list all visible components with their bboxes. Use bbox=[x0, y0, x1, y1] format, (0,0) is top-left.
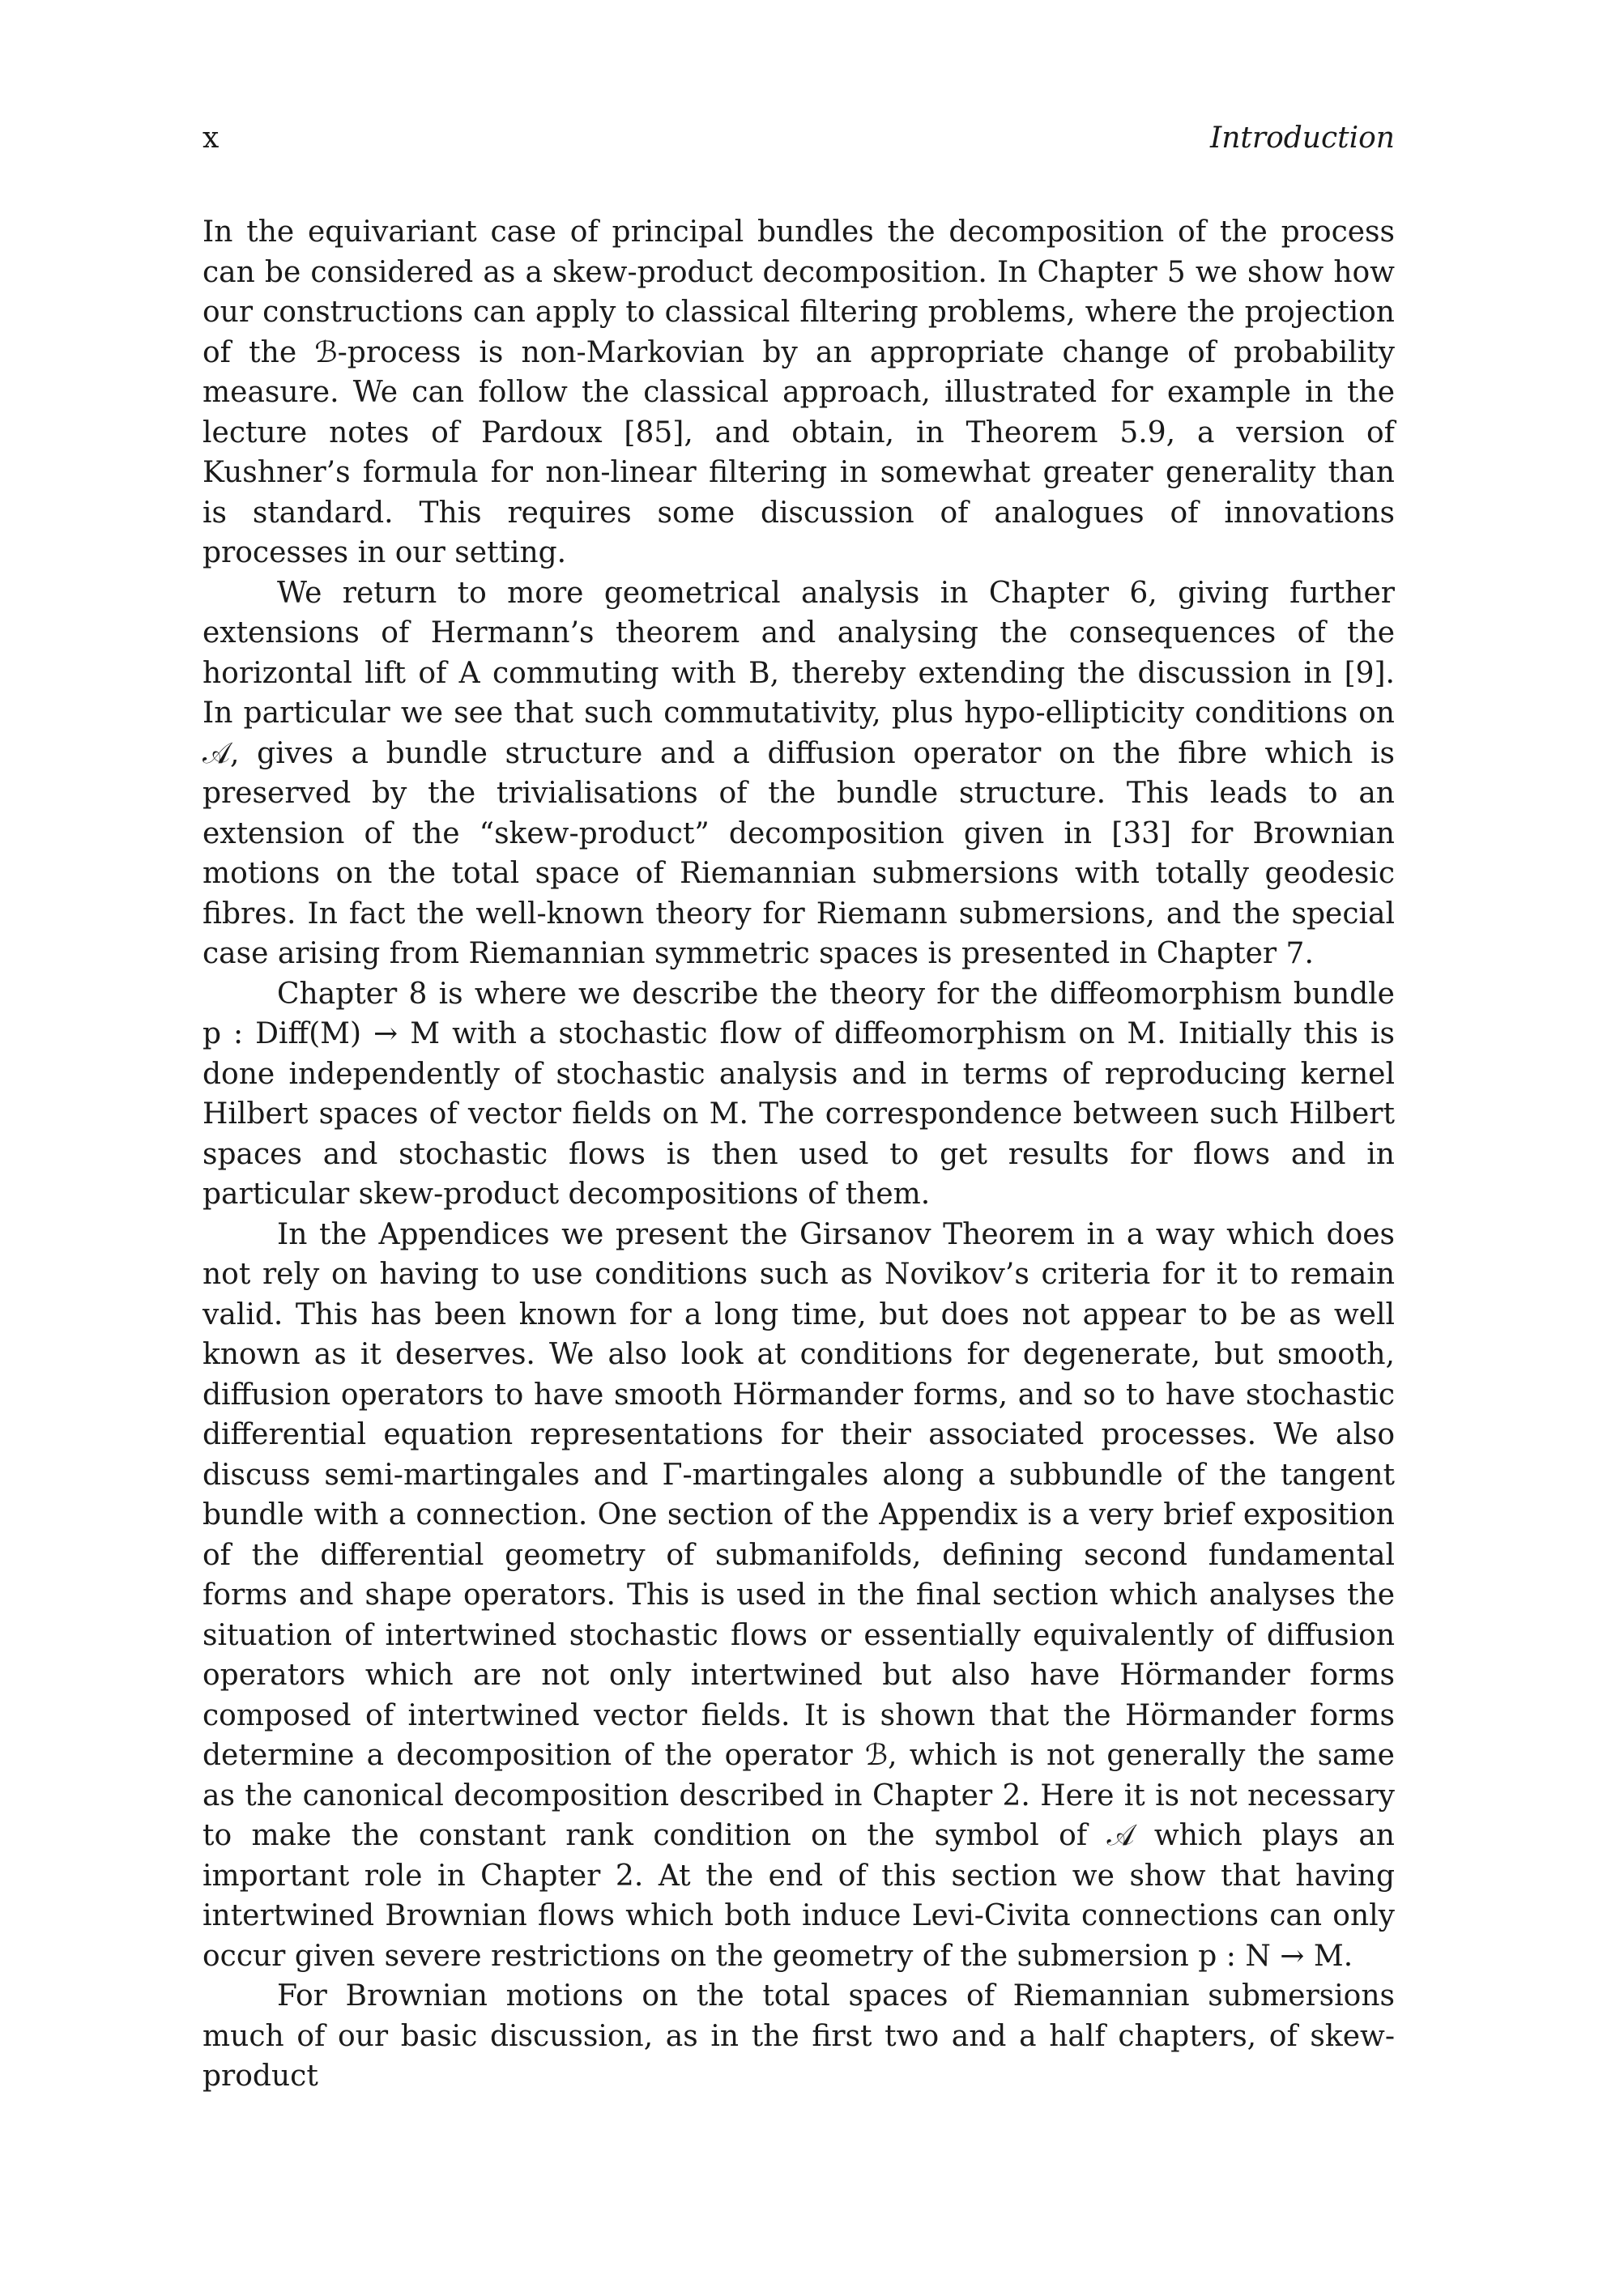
paragraph-diffeomorphism-bundle: Chapter 8 is where we describe the theory for the diffeomorphism bundle p : Diff(M) → M with a stochastic flow of diffeomorphism on M. Initially this is done independently of stochastic analysis and in terms of reproducing kernel Hilbert spaces of vector fields on M. The correspondence between such Hilbert spaces and stochastic flows is then used to get results for flows and in particular skew-product decompositions of them. bbox=[202, 977, 1395, 1211]
chapter-title: Introduction bbox=[1210, 121, 1395, 155]
page-number: x bbox=[202, 121, 220, 155]
paragraph-appendices: In the Appendices we present the Girsanov Theorem in a way which does not rely on having to use conditions such as Novikov’s criteria for it to remain valid. This has been known for a long time, but does not appear to be as well known as it deserves. We also look at conditions for degenerate, but smooth, diffusion operators to have smooth Hörmander forms, and so to have stochastic differential equation representations for their associated processes. We also discuss semi-martingales and Γ-martingales along a subbundle of the tangent bundle with a connection. One section of the Appendix is a very brief exposition of the differential geometry of submanifolds, defining second fundamental forms and shape operators. This is used in the final section which analyses the situation of intertwined stochastic flows or essentially equivalently of diffusion operators which are not only intertwined but also have Hörmander forms composed of intertwined vector fields. It is shown that the Hörmander forms determine a decomposition of the operator ℬ, which is not generally the same as the canonical decomposition described in Chapter 2. Here it is not necessary to make the constant rank condition on the symbol of 𝒜 which plays an important role in Chapter 2. At the end of this section we show that having intertwined Brownian flows which both induce Levi-Civita connections can only occur given severe restrictions on the geometry of the submersion p : N → M. bbox=[202, 1217, 1395, 1973]
paragraph-filtering: In the equivariant case of principal bundles the decomposition of the process can be considered as a skew-product decomposition. In Chapter 5 we show how our constructions can apply to classical filtering problems, where the projection of the ℬ-process is non-Markovian by an appropriate change of probability measure. We can follow the classical approach, illustrated for example in the lecture notes of Pardoux [85], and obtain, in Theorem 5.9, a version of Kushner’s formula for non-linear filtering in somewhat greater generality than is standard. This requires some discussion of analogues of innovations processes in our setting. bbox=[202, 215, 1395, 569]
document-page bbox=[202, 0, 1395, 2296]
running-head bbox=[202, 118, 1395, 159]
paragraph-brownian-motions: For Brownian motions on the total spaces of Riemannian submersions much of our basic discussion, as in the first two and a half chapters, of skew-product bbox=[202, 1979, 1395, 2093]
paragraph-geometrical-analysis: We return to more geometrical analysis in Chapter 6, giving further extensions of Hermann’s theorem and analysing the consequences of the horizontal lift of A commuting with B, thereby extending the discussion in [9]. In particular we see that such commutativity, plus hypo-ellipticity conditions on 𝒜, gives a bundle structure and a diffusion operator on the fibre which is preserved by the trivialisations of the bundle structure. This leads to an extension of the “skew-product” decomposition given in [33] for Brownian motions on the total space of Riemannian submersions with totally geodesic fibres. In fact the well-known theory for Riemann submersions, and the special case arising from Riemannian symmetric spaces is presented in Chapter 7. bbox=[202, 576, 1395, 970]
body-text bbox=[202, 212, 1395, 2097]
